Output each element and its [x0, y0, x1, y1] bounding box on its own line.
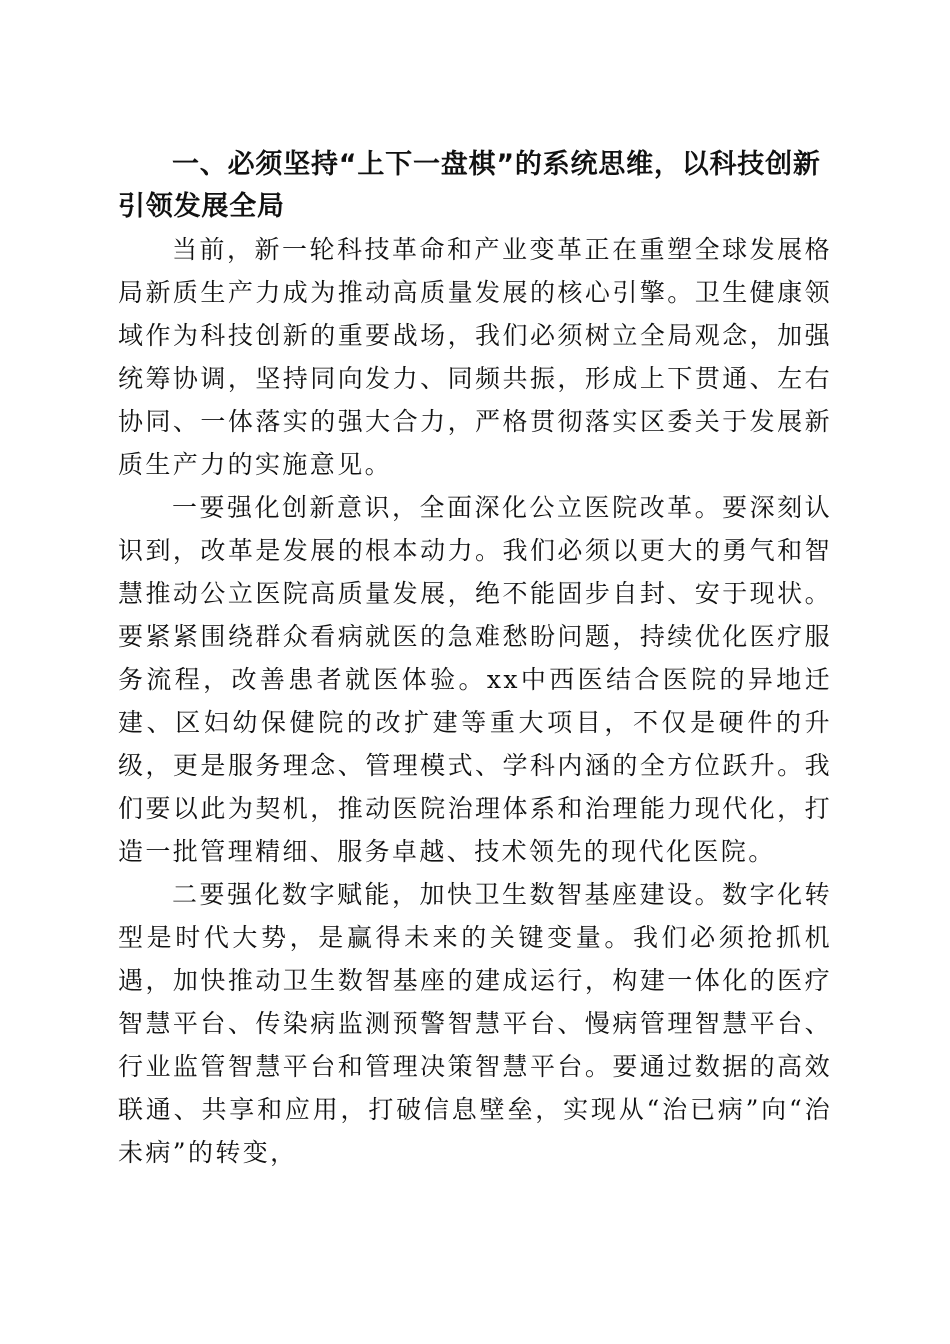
paragraph-hospital-reform: 一要强化创新意识，全面深化公立医院改革。要深刻认识到，改革是发展的根本动力。我们必须以更大的勇气和智慧推动公立医院高质量发展，绝不能固步自封、安于现状。要紧紧围绕群众看病就医的急难愁盼问题，持续优化医疗服务流程，改善患者就医体验。xx中西医结合医院的异地迁建、区妇幼保健院的改扩建等重大项目，不仅是硬件的升级，更是服务理念、管理模式、学科内涵的全方位跃升。我们要以此为契机，推动医院治理体系和治理能力现代化，打造一批管理精细、服务卓越、技术领先的现代化医院。	[118, 493, 832, 866]
section-heading: 一、必须坚持“上下一盘棋”的系统思维，以科技创新引领发展全局	[118, 149, 821, 222]
document-body	[118, 144, 832, 1174]
paragraph-intro: 当前，新一轮科技革命和产业变革正在重塑全球发展格局新质生产力成为推动高质量发展的核心引擎。卫生健康领域作为科技创新的重要战场，我们必须树立全局观念，加强统筹协调，坚持同向发力、同频共振，形成上下贯通、左右协同、一体落实的强大合力，严格贯彻落实区委关于发展新质生产力的实施意见。	[118, 235, 832, 479]
paragraph-digital-empowerment: 二要强化数字赋能，加快卫生数智基座建设。数字化转型是时代大势，是赢得未来的关键变量。我们必须抢抓机遇，加快推动卫生数智基座的建成运行，构建一体化的医疗智慧平台、传染病监测预警智慧平台、慢病管理智慧平台、行业监管智慧平台和管理决策智慧平台。要通过数据的高效联通、共享和应用，打破信息壁垒，实现从“治已病”向“治未病”的转变，	[118, 880, 832, 1167]
